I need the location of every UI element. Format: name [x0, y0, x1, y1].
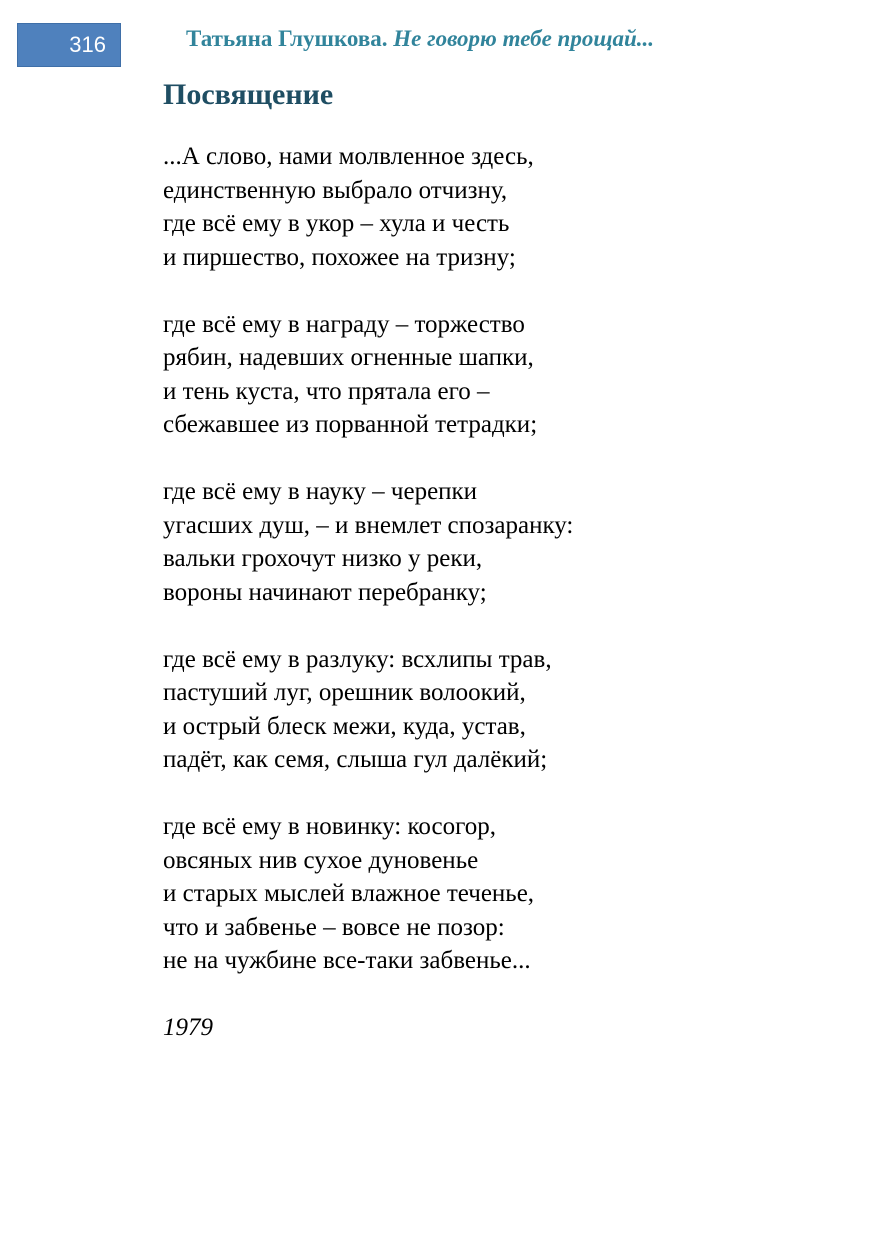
poem-line: рябин, надевших огненные шапки, — [163, 344, 534, 371]
poem-title: Посвящение — [163, 78, 334, 111]
poem-line: где всё ему в разлуку: всхлипы трав, — [163, 645, 552, 673]
poem-line: вальки грохочут низко у реки, — [163, 545, 483, 572]
poem-line: где всё ему в укор – хула и честь — [163, 210, 510, 237]
poem-line: и тень куста, что прятала его – — [163, 377, 490, 405]
poem-date: 1979 — [163, 1014, 213, 1041]
poem-line: угасших душ, – и внемлет спозаранку: — [163, 511, 574, 539]
stanza — [163, 140, 843, 274]
poem-line: что и забвенье – вовсе не позор: — [163, 913, 505, 941]
poem-line: не на чужбине все-таки забвенье... — [163, 947, 531, 974]
stanza — [163, 810, 843, 978]
header-author: Татьяна Глушкова. — [186, 26, 388, 51]
poem-line: сбежавшее из порванной тетрадки; — [163, 411, 538, 438]
poem-line: ...А слово, нами молвленное здесь, — [163, 143, 534, 170]
poem-line: где всё ему в науку – черепки — [163, 478, 478, 505]
header-book-title: Не говорю тебе прощай... — [393, 26, 655, 51]
poem-line: единственную выбрало отчизну, — [163, 176, 508, 204]
poem-body — [163, 140, 843, 1011]
poem-line: и пиршество, похожее на тризну; — [163, 243, 516, 271]
poem-line: падёт, как семя, слыша гул далёкий; — [163, 746, 548, 773]
page-number-badge — [17, 23, 121, 67]
poem-line: овсяных нив сухое дуновенье — [163, 846, 479, 874]
stanza — [163, 643, 843, 777]
poem-line: вороны начинают перебранку; — [163, 578, 487, 606]
running-header — [186, 24, 654, 54]
poem-line: пастуший луг, орешник волоокий, — [163, 679, 526, 706]
poem-line: и острый блеск межи, куда, устав, — [163, 712, 526, 740]
page-number: 316 — [69, 32, 106, 57]
poem-line: где всё ему в награду – торжество — [163, 310, 525, 338]
stanza — [163, 475, 843, 609]
stanza — [163, 308, 843, 442]
poem-line: и старых мыслей влажное теченье, — [163, 880, 535, 907]
poem-line: где всё ему в новинку: косогор, — [163, 813, 496, 840]
